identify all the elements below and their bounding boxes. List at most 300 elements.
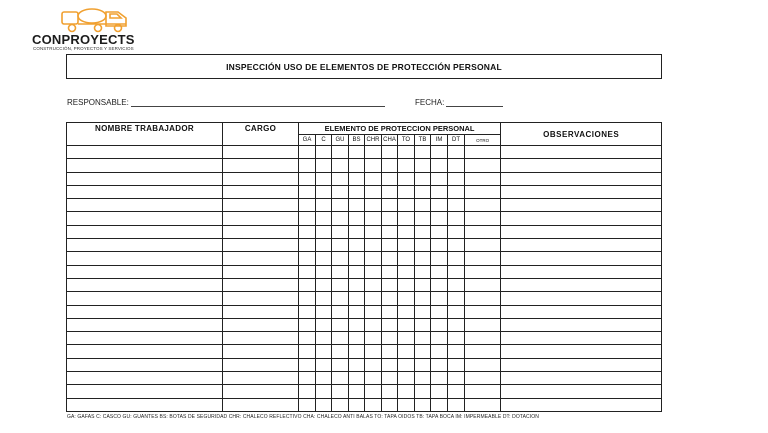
table-cell[interactable] xyxy=(299,332,316,345)
table-cell[interactable] xyxy=(465,305,501,318)
table-cell[interactable] xyxy=(431,385,448,398)
table-cell[interactable] xyxy=(223,372,299,385)
table-cell[interactable] xyxy=(299,185,316,198)
table-cell[interactable] xyxy=(316,159,332,172)
table-cell[interactable] xyxy=(67,185,223,198)
table-cell[interactable] xyxy=(223,345,299,358)
table-cell[interactable] xyxy=(332,239,349,252)
table-cell[interactable] xyxy=(431,146,448,159)
table-cell[interactable] xyxy=(431,199,448,212)
table-cell[interactable] xyxy=(316,398,332,411)
table-cell[interactable] xyxy=(349,358,365,371)
table-cell[interactable] xyxy=(431,292,448,305)
table-cell[interactable] xyxy=(349,239,365,252)
table-cell[interactable] xyxy=(398,345,415,358)
table-cell[interactable] xyxy=(398,159,415,172)
table-cell[interactable] xyxy=(501,332,662,345)
table-cell[interactable] xyxy=(398,385,415,398)
table-cell[interactable] xyxy=(365,292,382,305)
table-cell[interactable] xyxy=(398,358,415,371)
table-cell[interactable] xyxy=(365,225,382,238)
table-cell[interactable] xyxy=(349,398,365,411)
table-cell[interactable] xyxy=(332,332,349,345)
table-cell[interactable] xyxy=(223,225,299,238)
table-cell[interactable] xyxy=(501,252,662,265)
table-cell[interactable] xyxy=(501,172,662,185)
table-cell[interactable] xyxy=(382,159,398,172)
table-cell[interactable] xyxy=(316,358,332,371)
table-cell[interactable] xyxy=(501,318,662,331)
table-cell[interactable] xyxy=(223,385,299,398)
table-cell[interactable] xyxy=(299,345,316,358)
table-cell[interactable] xyxy=(349,159,365,172)
table-cell[interactable] xyxy=(299,385,316,398)
table-cell[interactable] xyxy=(431,212,448,225)
table-cell[interactable] xyxy=(223,212,299,225)
table-cell[interactable] xyxy=(349,225,365,238)
table-cell[interactable] xyxy=(299,305,316,318)
table-cell[interactable] xyxy=(299,146,316,159)
table-cell[interactable] xyxy=(398,318,415,331)
table-cell[interactable] xyxy=(398,212,415,225)
table-cell[interactable] xyxy=(398,265,415,278)
table-cell[interactable] xyxy=(299,252,316,265)
responsable-line[interactable] xyxy=(131,98,385,107)
table-cell[interactable] xyxy=(365,252,382,265)
table-cell[interactable] xyxy=(349,305,365,318)
table-cell[interactable] xyxy=(349,172,365,185)
table-cell[interactable] xyxy=(415,185,431,198)
table-cell[interactable] xyxy=(332,318,349,331)
table-cell[interactable] xyxy=(316,318,332,331)
table-cell[interactable] xyxy=(415,305,431,318)
table-cell[interactable] xyxy=(316,292,332,305)
table-cell[interactable] xyxy=(349,332,365,345)
table-cell[interactable] xyxy=(398,199,415,212)
table-cell[interactable] xyxy=(349,385,365,398)
table-cell[interactable] xyxy=(67,265,223,278)
table-cell[interactable] xyxy=(415,292,431,305)
table-cell[interactable] xyxy=(465,265,501,278)
table-cell[interactable] xyxy=(316,212,332,225)
table-cell[interactable] xyxy=(448,398,465,411)
table-cell[interactable] xyxy=(67,372,223,385)
table-cell[interactable] xyxy=(465,398,501,411)
table-cell[interactable] xyxy=(365,278,382,291)
table-cell[interactable] xyxy=(365,305,382,318)
table-cell[interactable] xyxy=(415,385,431,398)
table-cell[interactable] xyxy=(223,172,299,185)
table-cell[interactable] xyxy=(501,278,662,291)
table-cell[interactable] xyxy=(431,185,448,198)
table-cell[interactable] xyxy=(67,292,223,305)
table-cell[interactable] xyxy=(332,265,349,278)
table-cell[interactable] xyxy=(415,278,431,291)
table-cell[interactable] xyxy=(332,278,349,291)
table-cell[interactable] xyxy=(223,318,299,331)
table-cell[interactable] xyxy=(349,265,365,278)
table-cell[interactable] xyxy=(365,212,382,225)
table-cell[interactable] xyxy=(448,252,465,265)
table-cell[interactable] xyxy=(67,358,223,371)
table-cell[interactable] xyxy=(415,398,431,411)
table-cell[interactable] xyxy=(332,212,349,225)
table-cell[interactable] xyxy=(299,212,316,225)
table-cell[interactable] xyxy=(398,278,415,291)
table-cell[interactable] xyxy=(299,292,316,305)
table-cell[interactable] xyxy=(365,385,382,398)
table-cell[interactable] xyxy=(415,199,431,212)
table-cell[interactable] xyxy=(465,278,501,291)
table-cell[interactable] xyxy=(431,398,448,411)
table-cell[interactable] xyxy=(349,185,365,198)
table-cell[interactable] xyxy=(465,318,501,331)
table-row xyxy=(67,199,662,212)
table-cell[interactable] xyxy=(332,305,349,318)
table-cell[interactable] xyxy=(501,372,662,385)
table-cell[interactable] xyxy=(382,278,398,291)
table-cell[interactable] xyxy=(223,358,299,371)
table-cell[interactable] xyxy=(448,358,465,371)
table-cell[interactable] xyxy=(299,225,316,238)
table-cell[interactable] xyxy=(415,332,431,345)
table-cell[interactable] xyxy=(67,278,223,291)
table-cell[interactable] xyxy=(431,278,448,291)
table-row xyxy=(67,398,662,411)
table-cell[interactable] xyxy=(465,239,501,252)
table-cell[interactable] xyxy=(431,239,448,252)
table-cell[interactable] xyxy=(448,225,465,238)
table-cell[interactable] xyxy=(365,239,382,252)
table-cell[interactable] xyxy=(223,265,299,278)
table-cell[interactable] xyxy=(465,252,501,265)
fecha-label: FECHA: xyxy=(415,98,445,107)
table-cell[interactable] xyxy=(501,146,662,159)
table-cell[interactable] xyxy=(223,278,299,291)
table-cell[interactable] xyxy=(448,212,465,225)
table-cell[interactable] xyxy=(223,332,299,345)
table-cell[interactable] xyxy=(349,212,365,225)
table-cell[interactable] xyxy=(332,398,349,411)
table-row xyxy=(67,265,662,278)
table-cell[interactable] xyxy=(501,199,662,212)
table-cell[interactable] xyxy=(67,305,223,318)
table-cell[interactable] xyxy=(223,292,299,305)
table-cell[interactable] xyxy=(501,265,662,278)
table-cell[interactable] xyxy=(332,292,349,305)
table-cell[interactable] xyxy=(332,385,349,398)
table-cell[interactable] xyxy=(465,185,501,198)
col-cargo-header: CARGO xyxy=(223,123,299,146)
table-cell[interactable] xyxy=(299,278,316,291)
table-cell[interactable] xyxy=(501,358,662,371)
table-cell[interactable] xyxy=(365,318,382,331)
table-cell[interactable] xyxy=(448,292,465,305)
table-cell[interactable] xyxy=(501,305,662,318)
table-cell[interactable] xyxy=(382,332,398,345)
table-cell[interactable] xyxy=(501,292,662,305)
table-cell[interactable] xyxy=(67,385,223,398)
table-cell[interactable] xyxy=(465,332,501,345)
table-cell[interactable] xyxy=(332,358,349,371)
table-cell[interactable] xyxy=(431,265,448,278)
table-cell[interactable] xyxy=(316,239,332,252)
table-cell[interactable] xyxy=(349,318,365,331)
table-cell[interactable] xyxy=(465,358,501,371)
table-cell[interactable] xyxy=(448,372,465,385)
table-cell[interactable] xyxy=(431,172,448,185)
table-cell[interactable] xyxy=(398,146,415,159)
table-cell[interactable] xyxy=(465,172,501,185)
epp-col-header: C xyxy=(316,135,332,146)
table-cell[interactable] xyxy=(382,185,398,198)
table-cell[interactable] xyxy=(398,332,415,345)
truck-icon xyxy=(58,4,142,34)
table-cell[interactable] xyxy=(332,185,349,198)
table-cell[interactable] xyxy=(501,398,662,411)
table-cell[interactable] xyxy=(382,318,398,331)
table-cell[interactable] xyxy=(382,358,398,371)
table-cell[interactable] xyxy=(501,385,662,398)
table-cell[interactable] xyxy=(415,372,431,385)
table-cell[interactable] xyxy=(431,358,448,371)
table-cell[interactable] xyxy=(299,318,316,331)
table-cell[interactable] xyxy=(415,146,431,159)
epp-col-header: DT xyxy=(448,135,465,146)
table-cell[interactable] xyxy=(223,146,299,159)
table-cell[interactable] xyxy=(299,159,316,172)
table-cell[interactable] xyxy=(365,146,382,159)
table-cell[interactable] xyxy=(415,239,431,252)
table-cell[interactable] xyxy=(501,225,662,238)
table-cell[interactable] xyxy=(365,265,382,278)
table-cell[interactable] xyxy=(382,305,398,318)
table-cell[interactable] xyxy=(465,372,501,385)
table-cell[interactable] xyxy=(382,172,398,185)
table-cell[interactable] xyxy=(349,345,365,358)
table-cell[interactable] xyxy=(382,225,398,238)
table-cell[interactable] xyxy=(365,358,382,371)
table-cell[interactable] xyxy=(431,225,448,238)
table-cell[interactable] xyxy=(223,305,299,318)
table-cell[interactable] xyxy=(67,345,223,358)
table-cell[interactable] xyxy=(465,345,501,358)
table-cell[interactable] xyxy=(332,345,349,358)
table-cell[interactable] xyxy=(415,225,431,238)
table-cell[interactable] xyxy=(67,318,223,331)
table-cell[interactable] xyxy=(365,332,382,345)
table-row xyxy=(67,372,662,385)
table-cell[interactable] xyxy=(501,159,662,172)
table-cell[interactable] xyxy=(465,385,501,398)
table-cell[interactable] xyxy=(67,199,223,212)
table-cell[interactable] xyxy=(382,398,398,411)
table-cell[interactable] xyxy=(465,225,501,238)
table-cell[interactable] xyxy=(382,146,398,159)
responsable-field[interactable] xyxy=(67,98,385,107)
fecha-field[interactable] xyxy=(415,98,503,107)
table-cell[interactable] xyxy=(448,146,465,159)
table-cell[interactable] xyxy=(415,252,431,265)
table-cell[interactable] xyxy=(448,345,465,358)
table-cell[interactable] xyxy=(448,318,465,331)
company-logo xyxy=(30,4,150,52)
table-cell[interactable] xyxy=(316,345,332,358)
table-cell[interactable] xyxy=(501,185,662,198)
table-cell[interactable] xyxy=(67,239,223,252)
table-cell[interactable] xyxy=(332,146,349,159)
table-cell[interactable] xyxy=(332,199,349,212)
table-cell[interactable] xyxy=(332,159,349,172)
table-cell[interactable] xyxy=(365,185,382,198)
table-cell[interactable] xyxy=(332,372,349,385)
table-cell[interactable] xyxy=(382,292,398,305)
table-cell[interactable] xyxy=(398,372,415,385)
table-cell[interactable] xyxy=(67,172,223,185)
table-cell[interactable] xyxy=(465,199,501,212)
table-cell[interactable] xyxy=(398,185,415,198)
table-cell[interactable] xyxy=(448,185,465,198)
table-cell[interactable] xyxy=(431,372,448,385)
table-cell[interactable] xyxy=(448,385,465,398)
table-cell[interactable] xyxy=(332,252,349,265)
legend-text: GA: GAFAS C: CASCO GU: GUANTES BS: BOTAS DE SEGURIDAD CHR: CHALECO REFLECTIVO CHA: CHALECO ANTI BALAS TO: TAPA OIDOS TB: TAPA BOCA IM: IMPERMEABLE DT: DOTACION xyxy=(67,414,539,420)
table-cell[interactable] xyxy=(349,278,365,291)
table-cell[interactable] xyxy=(299,398,316,411)
table-cell[interactable] xyxy=(398,252,415,265)
table-cell[interactable] xyxy=(431,345,448,358)
table-cell[interactable] xyxy=(501,212,662,225)
table-cell[interactable] xyxy=(431,159,448,172)
table-cell[interactable] xyxy=(223,185,299,198)
table-cell[interactable] xyxy=(415,265,431,278)
table-cell[interactable] xyxy=(316,265,332,278)
table-cell[interactable] xyxy=(349,372,365,385)
table-cell[interactable] xyxy=(415,212,431,225)
table-cell[interactable] xyxy=(67,212,223,225)
table-cell[interactable] xyxy=(382,385,398,398)
table-cell[interactable] xyxy=(501,239,662,252)
table-cell[interactable] xyxy=(448,172,465,185)
table-cell[interactable] xyxy=(448,278,465,291)
table-cell[interactable] xyxy=(223,199,299,212)
table-cell[interactable] xyxy=(299,172,316,185)
table-cell[interactable] xyxy=(299,372,316,385)
table-cell[interactable] xyxy=(415,318,431,331)
epp-col-header: CHA xyxy=(382,135,398,146)
table-cell[interactable] xyxy=(398,172,415,185)
table-cell[interactable] xyxy=(316,172,332,185)
epp-col-header: OTRO xyxy=(465,135,501,146)
table-cell[interactable] xyxy=(448,239,465,252)
table-cell[interactable] xyxy=(316,372,332,385)
table-cell[interactable] xyxy=(365,199,382,212)
table-cell[interactable] xyxy=(223,159,299,172)
table-cell[interactable] xyxy=(448,265,465,278)
table-cell[interactable] xyxy=(365,172,382,185)
table-cell[interactable] xyxy=(415,358,431,371)
table-cell[interactable] xyxy=(316,225,332,238)
table-cell[interactable] xyxy=(382,252,398,265)
table-cell[interactable] xyxy=(365,372,382,385)
table-cell[interactable] xyxy=(365,159,382,172)
table-cell[interactable] xyxy=(448,159,465,172)
table-cell[interactable] xyxy=(299,239,316,252)
table-cell[interactable] xyxy=(67,332,223,345)
table-cell[interactable] xyxy=(448,332,465,345)
fecha-line[interactable] xyxy=(446,98,503,107)
table-cell[interactable] xyxy=(398,305,415,318)
table-cell[interactable] xyxy=(382,212,398,225)
table-cell[interactable] xyxy=(223,398,299,411)
table-cell[interactable] xyxy=(349,252,365,265)
table-row xyxy=(67,252,662,265)
table-cell[interactable] xyxy=(316,252,332,265)
table-cell[interactable] xyxy=(431,318,448,331)
table-cell[interactable] xyxy=(316,146,332,159)
table-cell[interactable] xyxy=(431,305,448,318)
table-cell[interactable] xyxy=(382,239,398,252)
table-cell[interactable] xyxy=(67,252,223,265)
table-cell[interactable] xyxy=(332,225,349,238)
table-cell[interactable] xyxy=(67,225,223,238)
table-cell[interactable] xyxy=(316,278,332,291)
table-cell[interactable] xyxy=(415,159,431,172)
table-cell[interactable] xyxy=(223,239,299,252)
table-cell[interactable] xyxy=(67,159,223,172)
table-cell[interactable] xyxy=(398,398,415,411)
col-nombre-header: NOMBRE TRABAJADOR xyxy=(67,123,223,146)
table-cell[interactable] xyxy=(382,265,398,278)
table-cell[interactable] xyxy=(316,199,332,212)
table-cell[interactable] xyxy=(382,372,398,385)
table-cell[interactable] xyxy=(316,185,332,198)
table-cell[interactable] xyxy=(316,305,332,318)
table-cell[interactable] xyxy=(349,199,365,212)
table-cell[interactable] xyxy=(415,172,431,185)
table-cell[interactable] xyxy=(398,292,415,305)
table-cell[interactable] xyxy=(465,146,501,159)
table-cell[interactable] xyxy=(349,146,365,159)
table-cell[interactable] xyxy=(465,159,501,172)
table-cell[interactable] xyxy=(365,398,382,411)
table-cell[interactable] xyxy=(299,265,316,278)
table-cell[interactable] xyxy=(398,239,415,252)
table-cell[interactable] xyxy=(382,199,398,212)
table-cell[interactable] xyxy=(299,199,316,212)
table-cell[interactable] xyxy=(465,212,501,225)
table-cell[interactable] xyxy=(465,292,501,305)
table-cell[interactable] xyxy=(398,225,415,238)
table-cell[interactable] xyxy=(223,252,299,265)
table-cell[interactable] xyxy=(382,345,398,358)
table-cell[interactable] xyxy=(67,146,223,159)
table-cell[interactable] xyxy=(431,332,448,345)
table-cell[interactable] xyxy=(415,345,431,358)
table-cell[interactable] xyxy=(332,172,349,185)
table-row xyxy=(67,385,662,398)
table-cell[interactable] xyxy=(67,398,223,411)
table-cell[interactable] xyxy=(316,332,332,345)
table-cell[interactable] xyxy=(431,252,448,265)
table-cell[interactable] xyxy=(349,292,365,305)
table-cell[interactable] xyxy=(448,305,465,318)
table-cell[interactable] xyxy=(501,345,662,358)
table-cell[interactable] xyxy=(448,199,465,212)
table-cell[interactable] xyxy=(299,358,316,371)
table-cell[interactable] xyxy=(316,385,332,398)
table-cell[interactable] xyxy=(365,345,382,358)
